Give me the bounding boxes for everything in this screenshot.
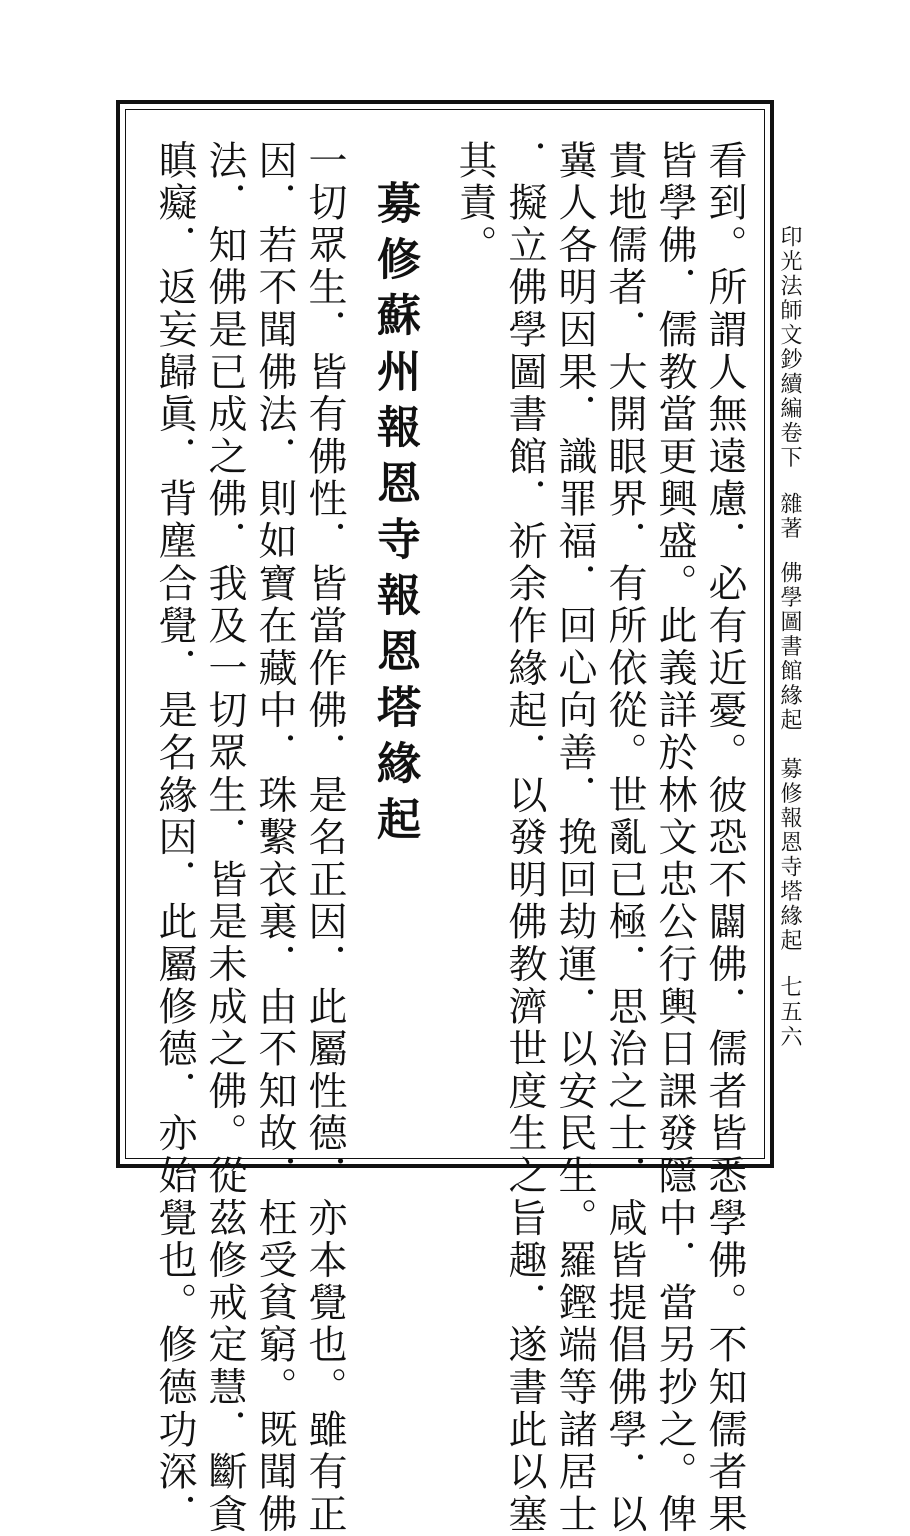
header-articles: 佛學圖書館緣起 募修報恩寺塔緣起	[777, 561, 802, 953]
page-number: 七五六	[777, 975, 802, 1050]
prior-article-column: 看到。所謂人無遠慮．必有近憂。彼恐不闢佛．儒者皆悉學佛。不知儒者果	[702, 140, 747, 1536]
prior-article-column: ．擬立佛學圖書館．祈余作緣起．以發明佛教濟世度生之旨趣．遂書此以塞	[502, 140, 547, 1536]
article-column: 法．知佛是已成之佛．我及一切眾生．皆是未成之佛。從茲修戒定慧．斷貪	[202, 140, 247, 1536]
article-column: 一切眾生．皆有佛性．皆當作佛．是名正因．此屬性德．亦本覺也。雖有正	[302, 140, 347, 1536]
article-column: 瞋癡．返妄歸眞．背塵合覺．是名緣因．此屬修德．亦始覺也。修德功深．	[152, 140, 197, 1536]
prior-article-column: 皆學佛．儒教當更興盛。此義詳於林文忠公行輿日課發隱中．當另抄之。俾	[652, 140, 697, 1536]
prior-article-column: 其責。	[452, 140, 497, 267]
article-column: 因．若不聞佛法．則如寶在藏中．珠繫衣裏．由不知故．枉受貧窮。既聞佛	[252, 140, 297, 1536]
running-header	[778, 225, 800, 953]
prior-article-column: 貴地儒者．大開眼界．有所依從。世亂已極．思治之士．咸皆提倡佛學．以	[602, 140, 647, 1536]
header-section: 雜著	[777, 492, 802, 541]
article-title: 募修蘇州報恩寺報恩塔緣起	[369, 180, 420, 852]
header-book-title: 印光法師文鈔續編卷下	[777, 225, 802, 470]
prior-article-column: 冀人各明因果．識罪福．回心向善．挽回劫運．以安民生。羅鏗端等諸居士	[552, 140, 597, 1536]
